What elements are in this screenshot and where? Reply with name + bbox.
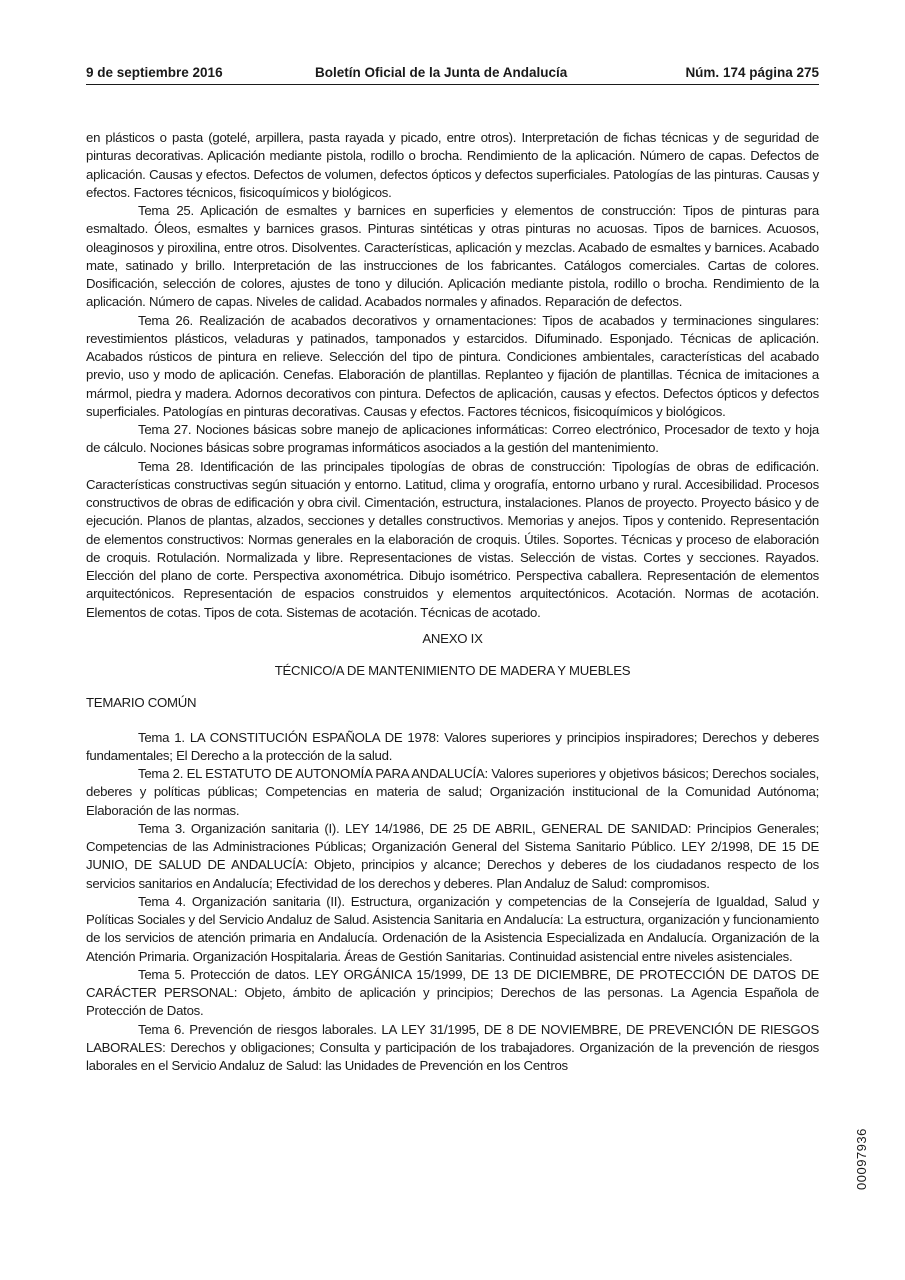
header-page-number: Núm. 174 página 275 [685,65,819,80]
annex-subtitle: TÉCNICO/A DE MANTENIMIENTO DE MADERA Y MUEBLES [274,663,631,678]
page-header [86,64,819,85]
paragraph-tema-3: Tema 3. Organización sanitaria (I). LEY 14/1986, DE 25 DE ABRIL, GENERAL DE SANIDAD: Principios Generales; Competencias de las Administraciones Públicas; Organización General del Sistema Sanitario Público. LEY 2/1998, DE 15 DE JUNIO, DE SALUD DE ANDALUCÍA: Objeto, principios y alcance; Derechos y deberes de los ciudadanos respecto de los servicios sanitarios en Andalucía; Efectividad de los derechos y deberes. Plan Andaluz de Salud: compromisos. [86,820,819,891]
paragraph-tema-2: Tema 2. EL ESTATUTO DE AUTONOMÍA PARA ANDALUCÍA: Valores superiores y objetivos básicos; Derechos sociales, deberes y políticas públicas; Competencias en materia de salud; Organización institucional de la Comunidad Autónoma; Elaboración de las normas. [86,766,819,818]
paragraph-tema-27: Tema 27. Nociones básicas sobre manejo de aplicaciones informáticas: Correo electrónico, Procesador de texto y hoja de cálculo. Nociones básicas sobre programas informáticos asociados a la gestión del mantenimiento. [86,422,819,456]
paragraph-tema-4: Tema 4. Organización sanitaria (II). Estructura, organización y competencias de la Consejería de Igualdad, Salud y Políticas Sociales y del Servicio Andaluz de Salud. Asistencia Sanitaria en Andalucía: La estructura, organización y funcionamiento de los servicios de atención primaria en Andalucía. Ordenación de la Asistencia Especializada en Andalucía. Organización de la Atención Primaria. Organización Hospitalaria. Áreas de Gestión Sanitarias. Continuidad asistencial entre niveles asistenciales. [86,893,819,964]
section-title: TEMARIO COMÚN [86,695,197,711]
header-date: 9 de septiembre 2016 [86,65,223,80]
paragraph-tema-6: Tema 6. Prevención de riesgos laborales. LA LEY 31/1995, DE 8 DE NOVIEMBRE, DE PREVENCIÓN DE RIESGOS LABORALES: Derechos y obligaciones; Consulta y participación de los trabajadores. Organización de la prevención de riesgos laborales en el Servicio Andaluz de Salud: las Unidades de Prevención en los Centros [86,1021,819,1073]
paragraph-tema-25: Tema 25. Aplicación de esmaltes y barnices en superficies y elementos de construcción: Tipos de pinturas para esmaltado. Óleos, esmaltes y barnices grasos. Pinturas sintéticas y otras pinturas no acuosas. Tipos de barnices. Acuosos, oleaginosos y piroxilina, entre otros. Disolventes. Características, aplicación y mezclas. Acabado de esmaltes y barnices. Acabado mate, satinado y brillo. Interpretación de las instrucciones de los fabricantes. Catálogos comerciales. Cartas de colores. Dosificación, selección de colores, ajustes de tono y dilución. Aplicación mediante pistola, rodillo o brocha. Rendimiento de la aplicación. Número de capas. Niveles de calidad. Acabados normales y afinados. Reparación de defectos. [86,203,819,310]
paragraph-tema-26: Tema 26. Realización de acabados decorativos y ornamentaciones: Tipos de acabados y terminaciones singulares: revestimientos plásticos, veladuras y patinados, tamponados y estarcidos. Difuminado. Esponjado. Técnicas de aplicación. Acabados rústicos de pintura en relieve. Selección del tipo de pintura. Condiciones ambientales, características del acabado previo, uso y modo de aplicación. Cenefas. Elaboración de plantillas. Replanteo y fijación de plantillas. Técnica de imitaciones a mármol, piedra y madera. Adornos decorativos con pintura. Defectos de aplicación, causas y efectos. Defectos ópticos y defectos superficiales. Patologías en pinturas decorativas. Causas y efectos. Factores técnicos, fisicoquímicos y biológicos. [86,312,819,419]
paragraph-continuation: en plásticos o pasta (gotelé, arpillera, pasta rayada y picado, entre otros). Interpretación de fichas técnicas y de seguridad de pinturas decorativas. Aplicación mediante pistola, rodillo o brocha. Rendimiento de la aplicación. Número de capas. Defectos de aplicación. Causas y efectos. Defectos de volumen, defectos ópticos y defectos superficiales. Patologías de las pinturas. Causas y efectos. Factores técnicos, fisicoquímicos y biológicos. [86,130,819,200]
paragraph-tema-1: Tema 1. LA CONSTITUCIÓN ESPAÑOLA DE 1978: Valores superiores y principios inspiradores; Derechos y deberes fundamentales; El Derecho a la protección de la salud. [86,729,819,763]
annex-title: ANEXO IX [422,630,483,646]
paragraph-tema-28: Tema 28. Identificación de las principales tipologías de obras de construcción: Tipologías de obras de edificación. Características constructivas según situación y entorno. Latitud, clima y orografía, entorno urbano y rural. Accesibilidad. Procesos constructivos de obras de edificación y obra civil. Cimentación, estructura, instalaciones. Planos de proyecto. Proyecto básico y de ejecución. Planos de plantas, alzados, secciones y detalles constructivos. Memorias y anejos. Tipos y contenido. Representación de elementos constructivos: Normas generales en la elaboración de croquis. Útiles. Soportes. Técnicas y proceso de elaboración de croquis. Rotulación. Normalizada y libre. Representaciones de vistas. Selección de vistas. Cortes y secciones. Rayados. Elección del plano de corte. Perspectiva axonométrica. Dibujo isométrico. Perspectiva caballera. Representación de elementos arquitectónicos. Representación de espacios construidos y elementos arquitectónicos. Acotación. Normas de acotación. Elementos de cotas. Tipos de cota. Sistemas de acotación. Técnicas de acotado. [86,458,819,620]
document-body [86,129,819,1075]
document-code: 00097936 [854,1128,869,1190]
paragraph-tema-5: Tema 5. Protección de datos. LEY ORGÁNICA 15/1999, DE 13 DE DICIEMBRE, DE PROTECCIÓN DE DATOS DE CARÁCTER PERSONAL: Objeto, ámbito de aplicación y principios; Derechos de las personas. La Agencia Española de Protección de Datos. [86,966,819,1019]
header-title: Boletín Oficial de la Junta de Andalucía [315,65,568,80]
